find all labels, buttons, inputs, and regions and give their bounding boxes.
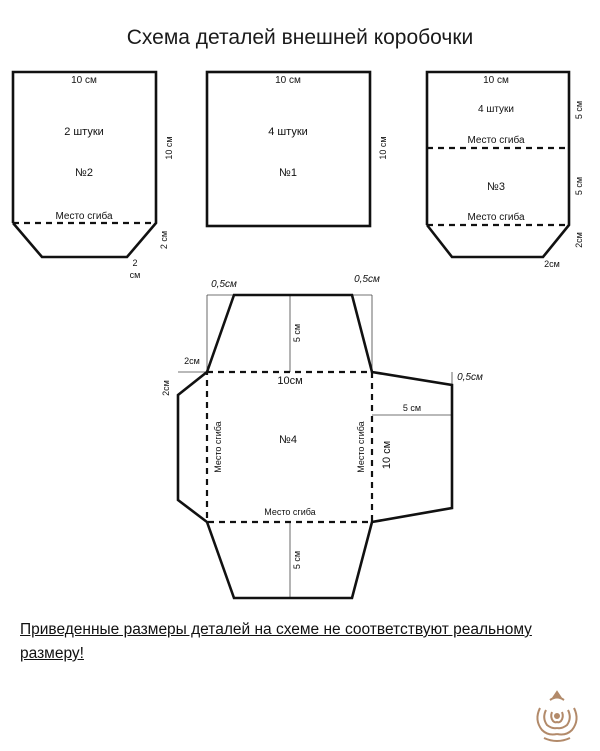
part-2-corner-unit: см: [129, 270, 141, 280]
part-1: [207, 72, 388, 226]
part-1-top-dim: 10 см: [275, 75, 301, 86]
part-4-side-dim: 10 см: [381, 440, 393, 470]
part-3-flap-dim: 2см: [574, 232, 584, 248]
part-1-label: №1: [279, 167, 297, 179]
part-3-side-dim-bottom: 5 см: [574, 176, 584, 196]
size-disclaimer-note: Приведенные размеры деталей на схеме не соответствуют реальному размеру!: [20, 621, 532, 662]
part-3-fold-top-label: Место сгиба: [467, 135, 525, 146]
part-2-outline: [13, 72, 156, 257]
part-4-label: №4: [279, 434, 297, 446]
part-4-side-flap-dim: 5 см: [402, 403, 422, 413]
part-2: [13, 72, 174, 280]
part-1-count: 4 штуки: [268, 126, 308, 138]
part-4-corner-height: 2см: [161, 380, 171, 396]
part-4-fold-right-label: Место сгиба: [356, 421, 366, 473]
part-1-side-dim: 10 см: [378, 136, 388, 160]
part-3-label: №3: [487, 181, 505, 193]
part-2-top-dim: 10 см: [71, 75, 97, 86]
part-4-fold-left-label: Место сгиба: [213, 421, 223, 473]
part-3-outline: [427, 72, 569, 257]
part-2-side-dim: 10 см: [164, 136, 174, 160]
part-3-fold-bottom-label: Место сгиба: [467, 212, 525, 223]
ornament-logo-icon: [526, 686, 588, 748]
page-title: Схема деталей внешней коробочки: [126, 26, 474, 49]
part-4-bottom-flap-dim: 5 см: [292, 550, 302, 570]
part-2-fold-label: Место сгиба: [55, 211, 113, 222]
part-4-fold-bottom-label: Место сгиба: [264, 507, 316, 517]
part-4-corner-width: 2см: [184, 356, 200, 366]
part-4-offset-right: 0,5см: [354, 274, 380, 285]
part-2-flap-dim: 2 см: [159, 230, 169, 250]
part-3-count: 4 штуки: [477, 104, 515, 115]
part-4: [161, 274, 483, 598]
part-2-label: №2: [75, 167, 93, 179]
part-4-offset-side: 0,5см: [457, 372, 483, 383]
part-4-top-flap-dim: 5 см: [292, 323, 302, 343]
part-4-offset-left: 0,5см: [211, 279, 237, 290]
part-4-fold-rect: [207, 372, 372, 522]
part-2-corner-dim: 2: [132, 258, 138, 268]
part-3: [427, 72, 584, 269]
part-3-corner-dim: 2см: [544, 259, 560, 269]
part-3-top-dim: 10 см: [483, 75, 509, 86]
part-4-top-dim: 10см: [277, 375, 303, 387]
part-3-side-dim-top: 5 см: [574, 100, 584, 120]
part-2-count: 2 штуки: [64, 126, 104, 138]
part-1-outline: [207, 72, 370, 226]
